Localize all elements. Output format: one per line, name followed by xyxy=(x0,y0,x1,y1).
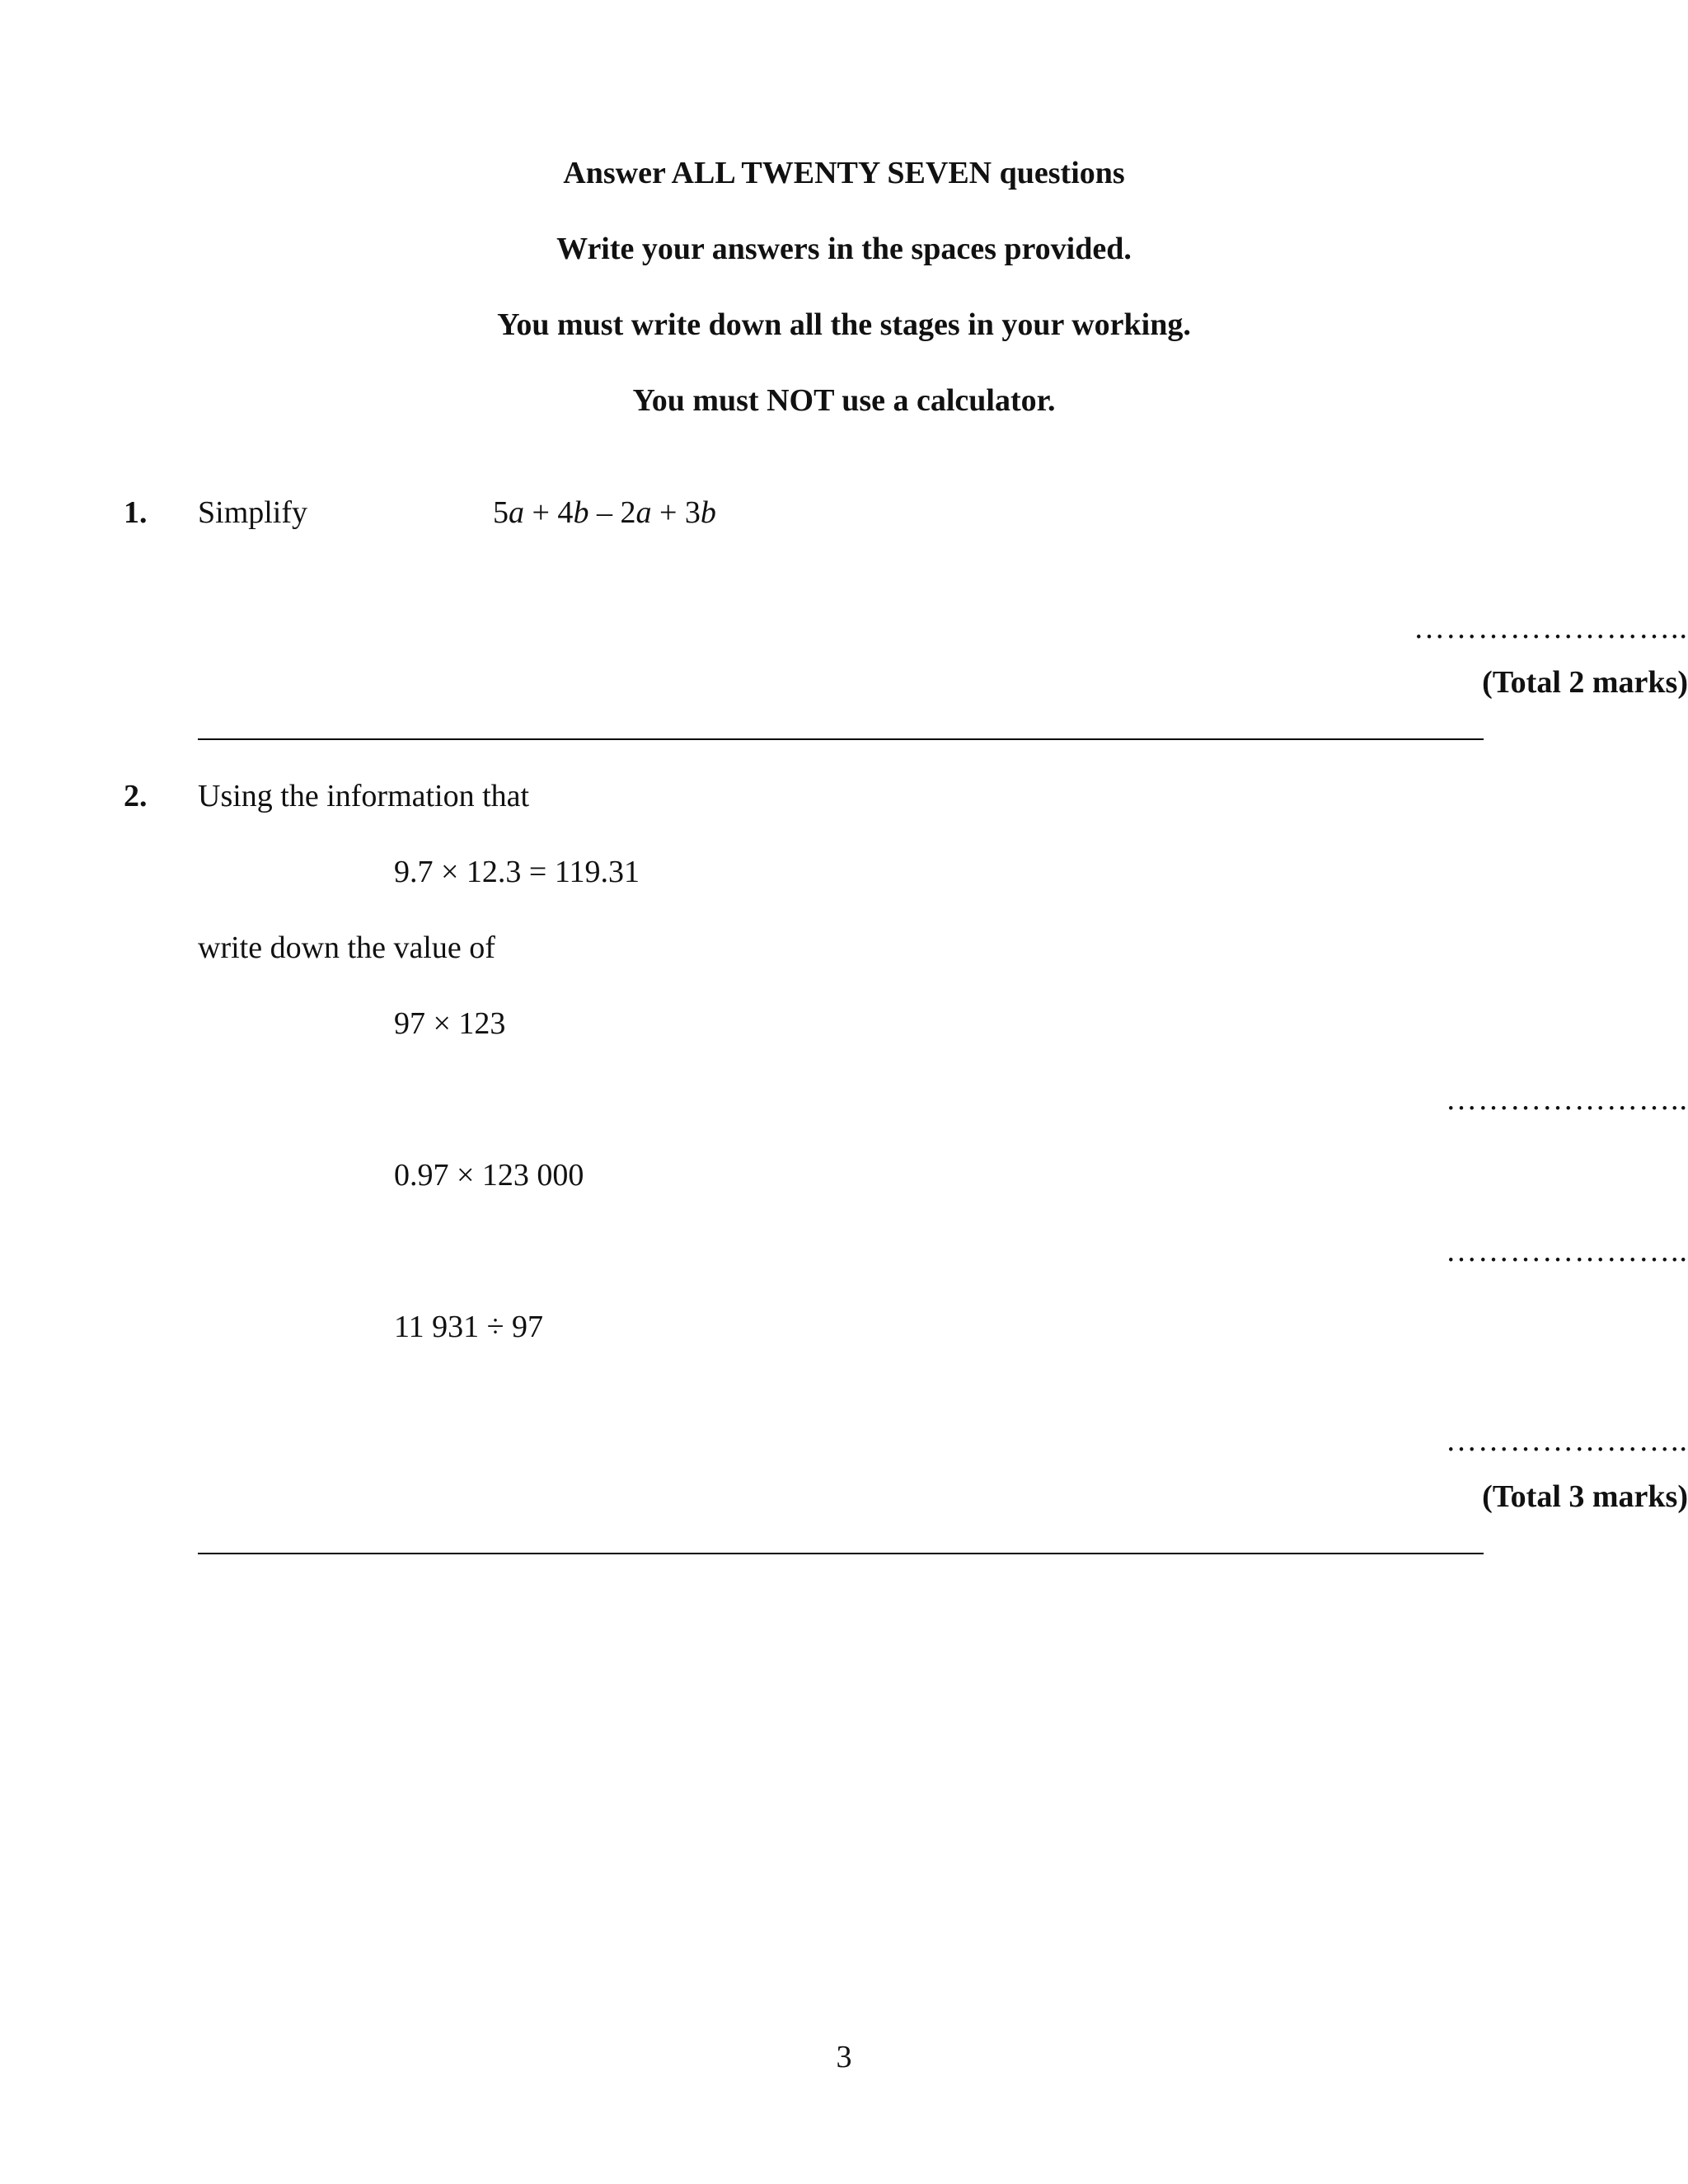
instruction-line-4: You must NOT use a calculator. xyxy=(632,383,1056,418)
question-1-prompt: Simplify xyxy=(198,495,308,530)
question-1-expression: 5a + 4b – 2a + 3b xyxy=(493,495,716,530)
question-2-instruction: write down the value of xyxy=(198,930,495,965)
question-2-part-c-answer-line[interactable]: ………………….. xyxy=(1446,1423,1688,1458)
question-1-divider xyxy=(198,738,1484,740)
question-2-part-c-expression: 11 931 ÷ 97 xyxy=(394,1310,543,1344)
question-1-total-marks: (Total 2 marks) xyxy=(1482,665,1688,700)
question-1-number: 1. xyxy=(124,495,148,530)
question-2-part-b-answer-line[interactable]: ………………….. xyxy=(1446,1234,1688,1268)
question-2-number: 2. xyxy=(124,779,148,813)
question-2-given: 9.7 × 12.3 = 119.31 xyxy=(394,855,640,889)
instruction-line-3: You must write down all the stages in your working. xyxy=(497,307,1191,342)
question-2-part-b-expression: 0.97 × 123 000 xyxy=(394,1158,584,1193)
question-2-part-a-answer-line[interactable]: ………………….. xyxy=(1446,1082,1688,1117)
page-number: 3 xyxy=(836,2040,852,2074)
question-1-answer-line[interactable]: …………………….. xyxy=(1414,611,1688,645)
question-2-divider xyxy=(198,1553,1484,1554)
question-2-prompt: Using the information that xyxy=(198,779,530,813)
question-2-part-a-expression: 97 × 123 xyxy=(394,1006,506,1041)
instruction-line-1: Answer ALL TWENTY SEVEN questions xyxy=(563,156,1125,190)
question-2-total-marks: (Total 3 marks) xyxy=(1482,1479,1688,1514)
instruction-line-2: Write your answers in the spaces provided. xyxy=(556,232,1132,266)
